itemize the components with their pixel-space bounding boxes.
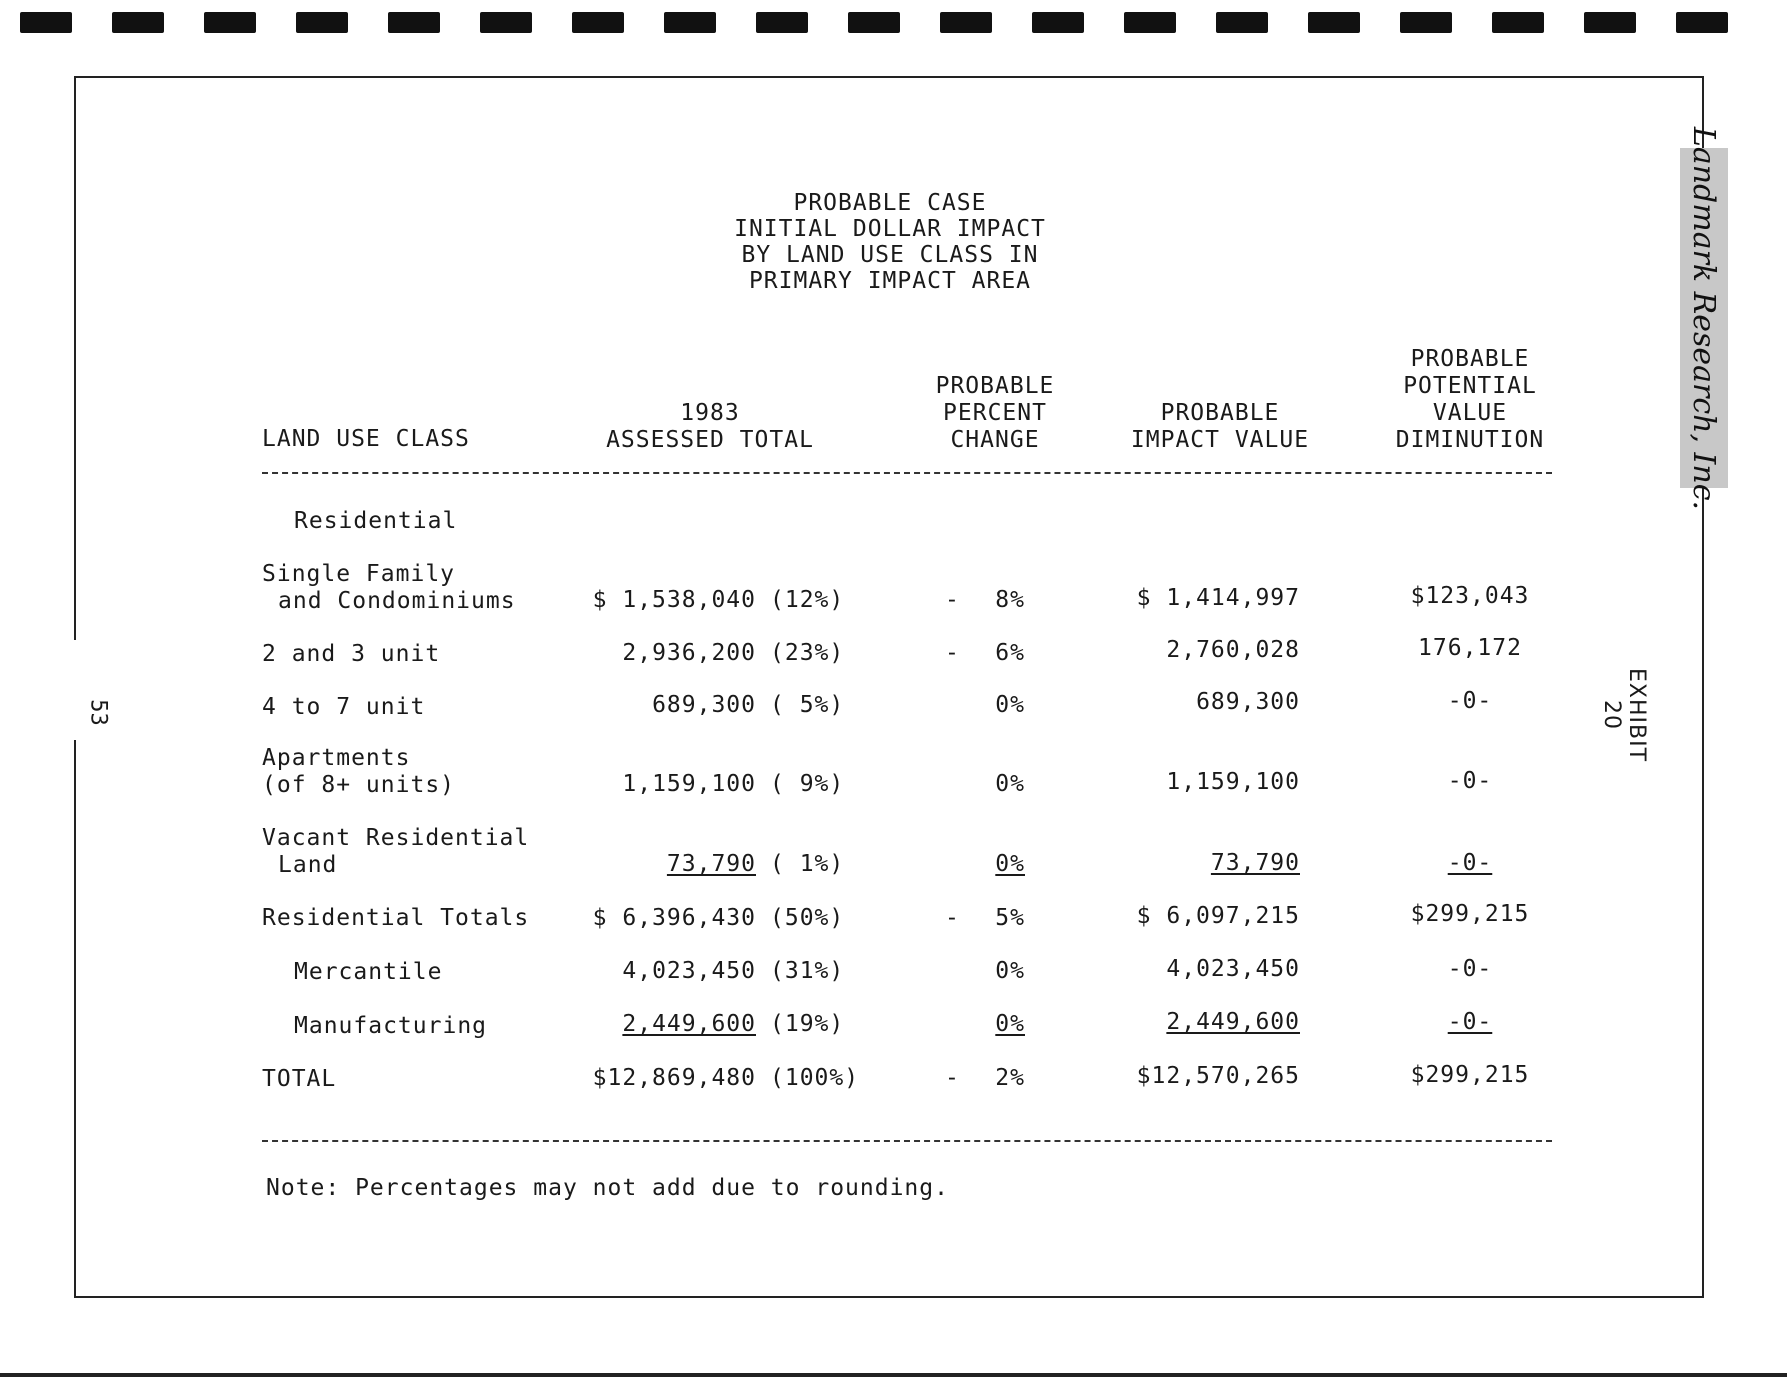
- assessed-percent-cell: ( 9%): [770, 771, 845, 797]
- feed-hole: [1032, 12, 1084, 33]
- assessed-percent-cell: (100%): [770, 1065, 860, 1091]
- footnote: Note: Percentages may not add due to rounding.: [266, 1175, 949, 1201]
- feed-hole: [1676, 12, 1728, 33]
- assessed-percent-cell: (50%): [770, 905, 845, 931]
- assessed-percent-cell: (19%): [770, 1011, 845, 1037]
- row-label: (of 8+ units): [262, 772, 456, 798]
- percent-change-cell: 8%: [995, 587, 1025, 613]
- row-label: Apartments: [262, 745, 411, 771]
- percent-change-cell: 0%: [995, 958, 1025, 984]
- section-heading-residential: Residential: [294, 508, 458, 534]
- assessed-percent-cell: ( 5%): [770, 692, 845, 718]
- feed-hole: [112, 12, 164, 33]
- feed-hole: [480, 12, 532, 33]
- page-title: [620, 190, 1160, 294]
- assessed-total-cell: $ 1,538,040: [592, 587, 756, 613]
- feed-hole: [1308, 12, 1360, 33]
- percent-change-cell: 2%: [995, 1065, 1025, 1091]
- assessed-total-cell: 73,790: [666, 851, 756, 877]
- impact-value-cell: 4,023,450: [1166, 956, 1300, 982]
- percent-change-cell: 5%: [995, 905, 1025, 931]
- row-label: Mercantile: [294, 959, 443, 985]
- header-line: DIMINUTION: [1395, 427, 1545, 453]
- change-sign: -: [945, 1065, 960, 1091]
- header-line: POTENTIAL: [1403, 373, 1537, 399]
- percent-change-cell: 0%: [995, 851, 1025, 877]
- assessed-total-cell: $ 6,396,430: [592, 905, 756, 931]
- header-line: PERCENT: [943, 400, 1047, 426]
- page-number: 53: [85, 699, 111, 726]
- impact-value-cell: $12,570,265: [1136, 1063, 1300, 1089]
- exhibit-label: EXHIBIT 20: [1599, 667, 1649, 763]
- diminution-cell: $299,215: [1410, 1062, 1530, 1088]
- assessed-percent-cell: (12%): [770, 587, 845, 613]
- feed-hole: [388, 12, 440, 33]
- assessed-percent-cell: (31%): [770, 958, 845, 984]
- assessed-total-cell: 689,300: [652, 692, 756, 718]
- row-label: Land: [278, 852, 338, 878]
- header-line: PROBABLE: [1160, 400, 1280, 426]
- feed-hole: [848, 12, 900, 33]
- footer-divider: [262, 1140, 1552, 1142]
- header-land-use-class: LAND USE CLASS: [262, 426, 470, 452]
- assessed-total-cell: 1,159,100: [622, 771, 756, 797]
- impact-value-cell: $ 1,414,997: [1136, 585, 1300, 611]
- header-percent-change: [915, 373, 1075, 454]
- diminution-cell: -0-: [1447, 768, 1493, 794]
- header-line: IMPACT VALUE: [1130, 427, 1310, 453]
- header-divider: [262, 472, 1552, 474]
- title-line: BY LAND USE CLASS IN: [741, 242, 1039, 268]
- impact-value-cell: 2,760,028: [1166, 637, 1300, 663]
- impact-value-cell: 73,790: [1210, 850, 1300, 876]
- feed-hole: [664, 12, 716, 33]
- feed-hole: [572, 12, 624, 33]
- assessed-percent-cell: ( 1%): [770, 851, 845, 877]
- feed-hole: [1216, 12, 1268, 33]
- header-assessed-total: [590, 400, 830, 454]
- percent-change-cell: 0%: [995, 1011, 1025, 1037]
- title-line: PROBABLE CASE: [793, 190, 987, 216]
- impact-value-cell: 1,159,100: [1166, 769, 1300, 795]
- percent-change-cell: 6%: [995, 640, 1025, 666]
- header-line: 1983: [680, 400, 740, 426]
- header-line: VALUE: [1432, 400, 1508, 426]
- feed-hole: [940, 12, 992, 33]
- header-line: PROBABLE: [935, 373, 1055, 399]
- feed-hole: [1584, 12, 1636, 33]
- impact-value-cell: 2,449,600: [1166, 1009, 1300, 1035]
- tractor-feed-strip: [20, 12, 1760, 34]
- row-label: Single Family: [262, 561, 456, 587]
- feed-hole: [1124, 12, 1176, 33]
- diminution-cell: 176,172: [1418, 635, 1522, 661]
- feed-hole: [1400, 12, 1452, 33]
- assessed-total-cell: 2,449,600: [622, 1011, 756, 1037]
- diminution-cell: -0-: [1447, 1009, 1493, 1035]
- header-line: CHANGE: [950, 427, 1040, 453]
- feed-hole: [756, 12, 808, 33]
- change-sign: -: [945, 905, 960, 931]
- assessed-total-cell: 4,023,450: [622, 958, 756, 984]
- change-sign: -: [945, 587, 960, 613]
- percent-change-cell: 0%: [995, 771, 1025, 797]
- feed-hole: [20, 12, 72, 33]
- feed-hole: [204, 12, 256, 33]
- diminution-cell: -0-: [1447, 850, 1493, 876]
- title-line: PRIMARY IMPACT AREA: [748, 268, 1032, 294]
- brand-tab: [1680, 126, 1728, 510]
- diminution-cell: $123,043: [1410, 583, 1530, 609]
- impact-value-cell: 689,300: [1196, 689, 1300, 715]
- row-label: 2 and 3 unit: [262, 641, 441, 667]
- impact-value-cell: $ 6,097,215: [1136, 903, 1300, 929]
- row-label: 4 to 7 unit: [262, 694, 426, 720]
- row-label: and Condominiums: [278, 588, 516, 614]
- percent-change-cell: 0%: [995, 692, 1025, 718]
- diminution-cell: $299,215: [1410, 901, 1530, 927]
- feed-hole: [1492, 12, 1544, 33]
- header-value-diminution: [1380, 346, 1560, 454]
- assessed-total-cell: 2,936,200: [622, 640, 756, 666]
- page-bottom-edge: [0, 1373, 1787, 1377]
- diminution-cell: -0-: [1447, 956, 1493, 982]
- row-label-total: TOTAL: [262, 1066, 337, 1092]
- feed-hole: [296, 12, 348, 33]
- change-sign: -: [945, 640, 960, 666]
- diminution-cell: -0-: [1447, 688, 1493, 714]
- row-label: Manufacturing: [294, 1013, 488, 1039]
- frame-gap: [70, 640, 78, 740]
- header-line: ASSESSED TOTAL: [606, 427, 814, 453]
- row-label: Residential Totals: [262, 905, 530, 931]
- title-line: INITIAL DOLLAR IMPACT: [734, 216, 1046, 242]
- assessed-total-cell: $12,869,480: [592, 1065, 756, 1091]
- header-impact-value: [1110, 400, 1330, 454]
- brand-name: Landmark Research, Inc.: [1686, 126, 1722, 510]
- assessed-percent-cell: (23%): [770, 640, 845, 666]
- row-label: Vacant Residential: [262, 825, 530, 851]
- header-line: PROBABLE: [1410, 346, 1530, 372]
